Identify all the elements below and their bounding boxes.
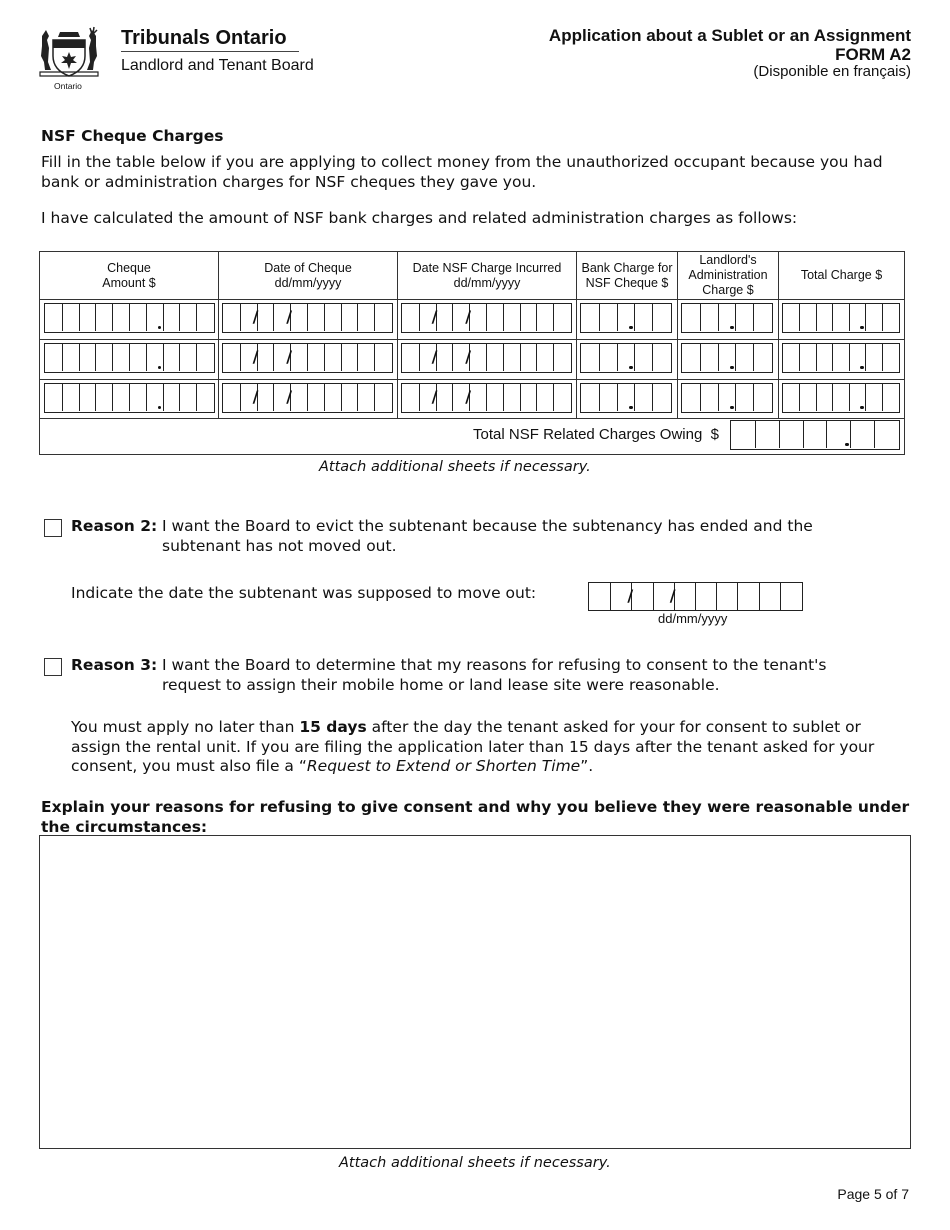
date-of-cheque-input[interactable] <box>222 343 393 373</box>
box-cell-divider <box>634 384 635 411</box>
box-cell-divider <box>634 344 635 371</box>
decimal-point-marker <box>629 326 633 330</box>
box-cell-divider <box>79 304 80 331</box>
form-title: Application about a Sublet or an Assignment <box>548 26 911 45</box>
box-cell-divider <box>718 344 719 371</box>
deadline-text-prefix: You must apply no later than <box>71 718 300 736</box>
box-cell-divider <box>341 344 342 371</box>
deadline-days: 15 days <box>299 718 367 736</box>
deadline-instructions <box>71 718 901 777</box>
box-cell-divider <box>273 384 274 411</box>
box-cell-divider <box>146 304 147 331</box>
box-cell-divider <box>735 344 736 371</box>
organization-name: Tribunals Ontario <box>121 27 287 49</box>
date-nsf-incurred-input[interactable] <box>401 303 572 333</box>
box-cell-divider <box>617 344 618 371</box>
french-availability-note: (Disponible en français) <box>753 63 911 80</box>
box-cell-divider <box>849 304 850 331</box>
move-out-date-input[interactable] <box>588 582 803 611</box>
box-cell-divider <box>112 344 113 371</box>
box-cell-divider <box>849 384 850 411</box>
decimal-point-marker <box>845 443 849 447</box>
box-cell-divider <box>816 344 817 371</box>
box-cell-divider <box>486 344 487 371</box>
box-cell-divider <box>799 344 800 371</box>
box-cell-divider <box>419 304 420 331</box>
box-cell-divider <box>452 344 453 371</box>
box-cell-divider <box>179 304 180 331</box>
date-separator-slash: / <box>669 586 676 605</box>
box-cell-divider <box>652 384 653 411</box>
box-cell-divider <box>716 583 717 610</box>
box-cell-divider <box>700 344 701 371</box>
box-cell-divider <box>799 384 800 411</box>
box-cell-divider <box>62 304 63 331</box>
reason-2-checkbox[interactable] <box>44 519 62 537</box>
decimal-point-marker <box>860 326 864 330</box>
date-separator-slash: / <box>252 307 259 326</box>
box-cell-divider <box>520 304 521 331</box>
box-cell-divider <box>341 304 342 331</box>
date-separator-slash: / <box>431 307 438 326</box>
box-cell-divider <box>780 583 781 610</box>
box-cell-divider <box>874 421 875 448</box>
box-cell-divider <box>146 384 147 411</box>
reason-3-text: I want the Board to determine that my reasons for refusing to consent to the tenant's request to assign their mobile home or land lease site were reasonable. <box>162 656 827 694</box>
box-cell-divider <box>816 384 817 411</box>
date-separator-slash: / <box>431 387 438 406</box>
decimal-point-marker <box>860 366 864 370</box>
box-cell-divider <box>652 304 653 331</box>
box-cell-divider <box>62 344 63 371</box>
total-nsf-charges-input[interactable] <box>730 420 900 450</box>
box-cell-divider <box>179 344 180 371</box>
box-cell-divider <box>865 384 866 411</box>
admin-charge-input[interactable] <box>681 343 773 373</box>
box-cell-divider <box>341 384 342 411</box>
box-cell-divider <box>849 344 850 371</box>
box-cell-divider <box>753 344 754 371</box>
box-cell-divider <box>374 344 375 371</box>
box-cell-divider <box>826 421 827 448</box>
box-cell-divider <box>865 344 866 371</box>
box-cell-divider <box>520 384 521 411</box>
box-cell-divider <box>95 304 96 331</box>
box-cell-divider <box>307 344 308 371</box>
box-cell-divider <box>865 304 866 331</box>
box-cell-divider <box>816 304 817 331</box>
date-separator-slash: / <box>431 347 438 366</box>
box-cell-divider <box>737 583 738 610</box>
box-cell-divider <box>95 344 96 371</box>
box-cell-divider <box>832 344 833 371</box>
box-cell-divider <box>503 344 504 371</box>
box-cell-divider <box>324 384 325 411</box>
explain-reasons-heading: Explain your reasons for refusing to give consent and why you believe they were reasonable under the circumstances: <box>41 798 910 836</box>
box-cell-divider <box>553 384 554 411</box>
date-of-cheque-input[interactable] <box>222 383 393 413</box>
header-divider <box>121 51 299 52</box>
box-cell-divider <box>718 304 719 331</box>
box-cell-divider <box>536 304 537 331</box>
decimal-point-marker <box>158 406 162 410</box>
form-number: FORM A2 <box>835 45 911 64</box>
box-cell-divider <box>700 304 701 331</box>
reason-2-text: I want the Board to evict the subtenant because the subtenancy has ended and the subtenant has not moved out. <box>162 517 813 555</box>
box-cell-divider <box>735 384 736 411</box>
decimal-point-marker <box>158 366 162 370</box>
box-cell-divider <box>419 384 420 411</box>
box-cell-divider <box>882 304 883 331</box>
box-cell-divider <box>755 421 756 448</box>
col-header-date-of-cheque: Date of Cheque dd/mm/yyyy <box>264 260 352 290</box>
bank-charge-input[interactable] <box>580 343 672 373</box>
box-cell-divider <box>617 304 618 331</box>
box-cell-divider <box>700 384 701 411</box>
cheque-amount-input[interactable] <box>44 383 215 413</box>
box-cell-divider <box>653 583 654 610</box>
box-cell-divider <box>486 384 487 411</box>
decimal-point-marker <box>860 406 864 410</box>
box-cell-divider <box>520 344 521 371</box>
box-cell-divider <box>452 304 453 331</box>
box-cell-divider <box>553 304 554 331</box>
box-cell-divider <box>112 304 113 331</box>
box-cell-divider <box>882 384 883 411</box>
box-cell-divider <box>832 304 833 331</box>
table-row-divider <box>40 299 904 300</box>
box-cell-divider <box>759 583 760 610</box>
decimal-point-marker <box>730 366 734 370</box>
box-cell-divider <box>163 384 164 411</box>
table-row-divider <box>40 379 904 380</box>
box-cell-divider <box>634 304 635 331</box>
box-cell-divider <box>196 344 197 371</box>
box-cell-divider <box>452 384 453 411</box>
box-cell-divider <box>62 384 63 411</box>
nsf-attach-note: Attach additional sheets if necessary. <box>319 459 591 475</box>
box-cell-divider <box>419 344 420 371</box>
date-of-cheque-input[interactable] <box>222 303 393 333</box>
box-cell-divider <box>273 304 274 331</box>
nsf-calculation-statement: I have calculated the amount of NSF bank charges and related administration charges as follows: <box>41 209 798 227</box>
date-separator-slash: / <box>286 347 293 366</box>
deadline-text-middle: after the day the tenant asked for your for consent to sublet or assign the rental unit. If you are filing the application later than 15 days after the tenant asked for your consent, you must also file a “ <box>71 718 875 775</box>
decimal-point-marker <box>629 366 633 370</box>
box-cell-divider <box>129 384 130 411</box>
box-cell-divider <box>324 344 325 371</box>
date-separator-slash: / <box>465 347 472 366</box>
date-separator-slash: / <box>465 387 472 406</box>
col-header-total-charge: Total Charge $ <box>800 268 883 282</box>
col-header-date-nsf-incurred: Date NSF Charge Incurred dd/mm/yyyy <box>412 260 562 290</box>
box-cell-divider <box>832 384 833 411</box>
box-cell-divider <box>599 304 600 331</box>
reason-2-label: Reason 2: <box>71 517 158 535</box>
box-cell-divider <box>599 384 600 411</box>
date-separator-slash: / <box>465 307 472 326</box>
box-cell-divider <box>163 304 164 331</box>
total-charge-input[interactable] <box>782 303 900 333</box>
box-cell-divider <box>486 304 487 331</box>
admin-charge-input[interactable] <box>681 383 773 413</box>
nsf-charges-table <box>39 251 905 455</box>
box-cell-divider <box>503 384 504 411</box>
explain-reasons-textarea[interactable] <box>39 835 911 1149</box>
box-cell-divider <box>735 304 736 331</box>
box-cell-divider <box>779 421 780 448</box>
box-cell-divider <box>129 344 130 371</box>
date-separator-slash: / <box>252 347 259 366</box>
decimal-point-marker <box>730 326 734 330</box>
box-cell-divider <box>695 583 696 610</box>
date-nsf-incurred-input[interactable] <box>401 383 572 413</box>
box-cell-divider <box>357 384 358 411</box>
box-cell-divider <box>273 344 274 371</box>
box-cell-divider <box>599 344 600 371</box>
table-row-divider <box>40 418 904 419</box>
total-nsf-charges-label: Total NSF Related Charges Owing $ <box>473 426 719 443</box>
nsf-section-heading: NSF Cheque Charges <box>41 127 224 145</box>
box-cell-divider <box>753 384 754 411</box>
reason-3-checkbox[interactable] <box>44 658 62 676</box>
box-cell-divider <box>536 384 537 411</box>
decimal-point-marker <box>730 406 734 410</box>
box-cell-divider <box>79 384 80 411</box>
col-header-cheque-amount: Cheque Amount $ <box>102 260 156 290</box>
box-cell-divider <box>803 421 804 448</box>
ontario-coat-of-arms-logo <box>36 26 102 92</box>
box-cell-divider <box>307 304 308 331</box>
move-out-date-format-hint: dd/mm/yyyy <box>658 611 728 626</box>
cheque-amount-input[interactable] <box>44 343 215 373</box>
board-name: Landlord and Tenant Board <box>121 57 314 74</box>
box-cell-divider <box>196 384 197 411</box>
move-out-date-prompt: Indicate the date the subtenant was supposed to move out: <box>71 584 537 602</box>
date-separator-slash: / <box>286 307 293 326</box>
col-header-bank-charge: Bank Charge for NSF Cheque $ <box>581 260 673 290</box>
box-cell-divider <box>610 583 611 610</box>
bank-charge-input[interactable] <box>580 303 672 333</box>
explain-attach-note: Attach additional sheets if necessary. <box>339 1155 611 1171</box>
box-cell-divider <box>79 344 80 371</box>
box-cell-divider <box>95 384 96 411</box>
logo-caption: Ontario <box>54 81 82 91</box>
box-cell-divider <box>163 344 164 371</box>
date-separator-slash: / <box>286 387 293 406</box>
box-cell-divider <box>196 304 197 331</box>
col-header-admin-charge: Landlord's Administration Charge $ <box>688 253 768 297</box>
box-cell-divider <box>536 344 537 371</box>
box-cell-divider <box>799 304 800 331</box>
box-cell-divider <box>324 304 325 331</box>
box-cell-divider <box>374 304 375 331</box>
box-cell-divider <box>850 421 851 448</box>
box-cell-divider <box>307 384 308 411</box>
date-separator-slash: / <box>252 387 259 406</box>
page-number: Page 5 of 7 <box>837 1186 909 1202</box>
date-nsf-incurred-input[interactable] <box>401 343 572 373</box>
box-cell-divider <box>146 344 147 371</box>
decimal-point-marker <box>158 326 162 330</box>
box-cell-divider <box>357 344 358 371</box>
decimal-point-marker <box>629 406 633 410</box>
box-cell-divider <box>553 344 554 371</box>
box-cell-divider <box>240 304 241 331</box>
box-cell-divider <box>718 384 719 411</box>
box-cell-divider <box>179 384 180 411</box>
box-cell-divider <box>617 384 618 411</box>
admin-charge-input[interactable] <box>681 303 773 333</box>
table-row-divider <box>40 339 904 340</box>
box-cell-divider <box>503 304 504 331</box>
box-cell-divider <box>753 304 754 331</box>
box-cell-divider <box>882 344 883 371</box>
total-charge-input[interactable] <box>782 383 900 413</box>
bank-charge-input[interactable] <box>580 383 672 413</box>
reason-3-label: Reason 3: <box>71 656 158 674</box>
deadline-text-suffix: ”. <box>580 757 594 775</box>
box-cell-divider <box>112 384 113 411</box>
total-charge-input[interactable] <box>782 343 900 373</box>
nsf-intro-text: Fill in the table below if you are applying to collect money from the unauthorized occupant because you had bank or administration charges for NSF cheques they gave you. <box>41 153 883 191</box>
box-cell-divider <box>374 384 375 411</box>
date-separator-slash: / <box>627 586 634 605</box>
box-cell-divider <box>357 304 358 331</box>
box-cell-divider <box>240 384 241 411</box>
cheque-amount-input[interactable] <box>44 303 215 333</box>
box-cell-divider <box>652 344 653 371</box>
extend-time-form-name: Request to Extend or Shorten Time <box>306 757 581 775</box>
box-cell-divider <box>240 344 241 371</box>
box-cell-divider <box>129 304 130 331</box>
